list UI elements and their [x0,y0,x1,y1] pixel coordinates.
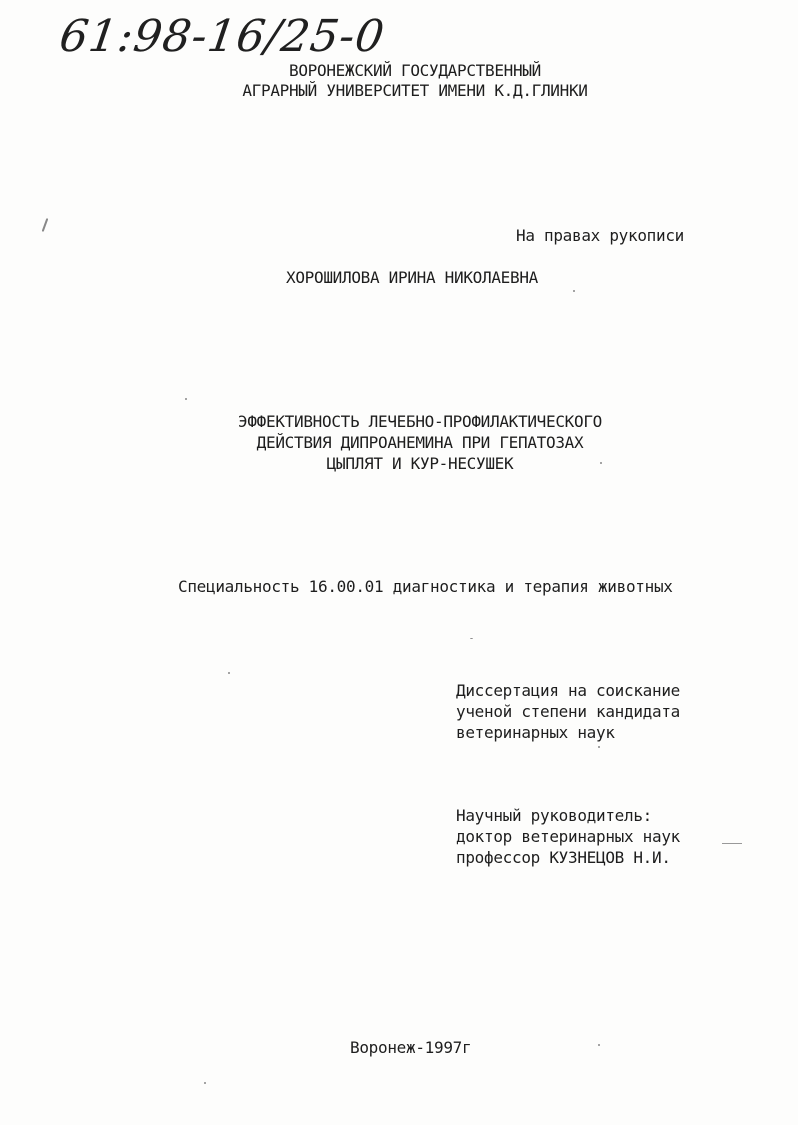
supervisor-line-3: профессор КУЗНЕЦОВ Н.И. [456,848,671,867]
institution-line-2: АГРАРНЫЙ УНИВЕРСИТЕТ ИМЕНИ К.Д.ГЛИНКИ [242,81,588,100]
scan-speck [573,290,575,292]
dissertation-line-2: ученой степени кандидата [456,702,680,721]
place-year: Воронеж-1997г [350,1038,472,1057]
scan-dash [722,843,742,844]
title-line-3: ЦЫПЛЯТ И КУР-НЕСУШЕК [326,454,514,473]
archive-code-handwritten: 61:98-16/25-0 [56,11,388,62]
supervisor-line-2: доктор ветеринарных наук [456,827,680,846]
scan-speck [598,1044,600,1046]
scan-speck [204,1082,206,1084]
supervisor-line-1: Научный руководитель: [456,806,652,825]
scan-speck [600,462,602,464]
scan-speck [598,746,600,748]
scan-speck [470,638,473,639]
title-line-1: ЭФФЕКТИВНОСТЬ ЛЕЧЕБНО-ПРОФИЛАКТИЧЕСКОГО [238,412,602,431]
dissertation-line-1: Диссертация на соискание [456,681,680,700]
dissertation-line-3: ветеринарных наук [456,723,615,742]
title-line-2: ДЕЙСТВИЯ ДИПРОАНЕМИНА ПРИ ГЕПАТОЗАХ [256,433,584,452]
scan-mark [42,218,49,232]
author-name: ХОРОШИЛОВА ИРИНА НИКОЛАЕВНА [286,268,538,287]
institution-line-1: ВОРОНЕЖСКИЙ ГОСУДАРСТВЕННЫЙ [289,61,541,80]
specialty: Специальность 16.00.01 диагностика и терапия животных [178,577,673,596]
rights-note: На правах рукописи [516,226,684,245]
scan-speck [185,398,187,400]
scan-speck [228,672,230,674]
